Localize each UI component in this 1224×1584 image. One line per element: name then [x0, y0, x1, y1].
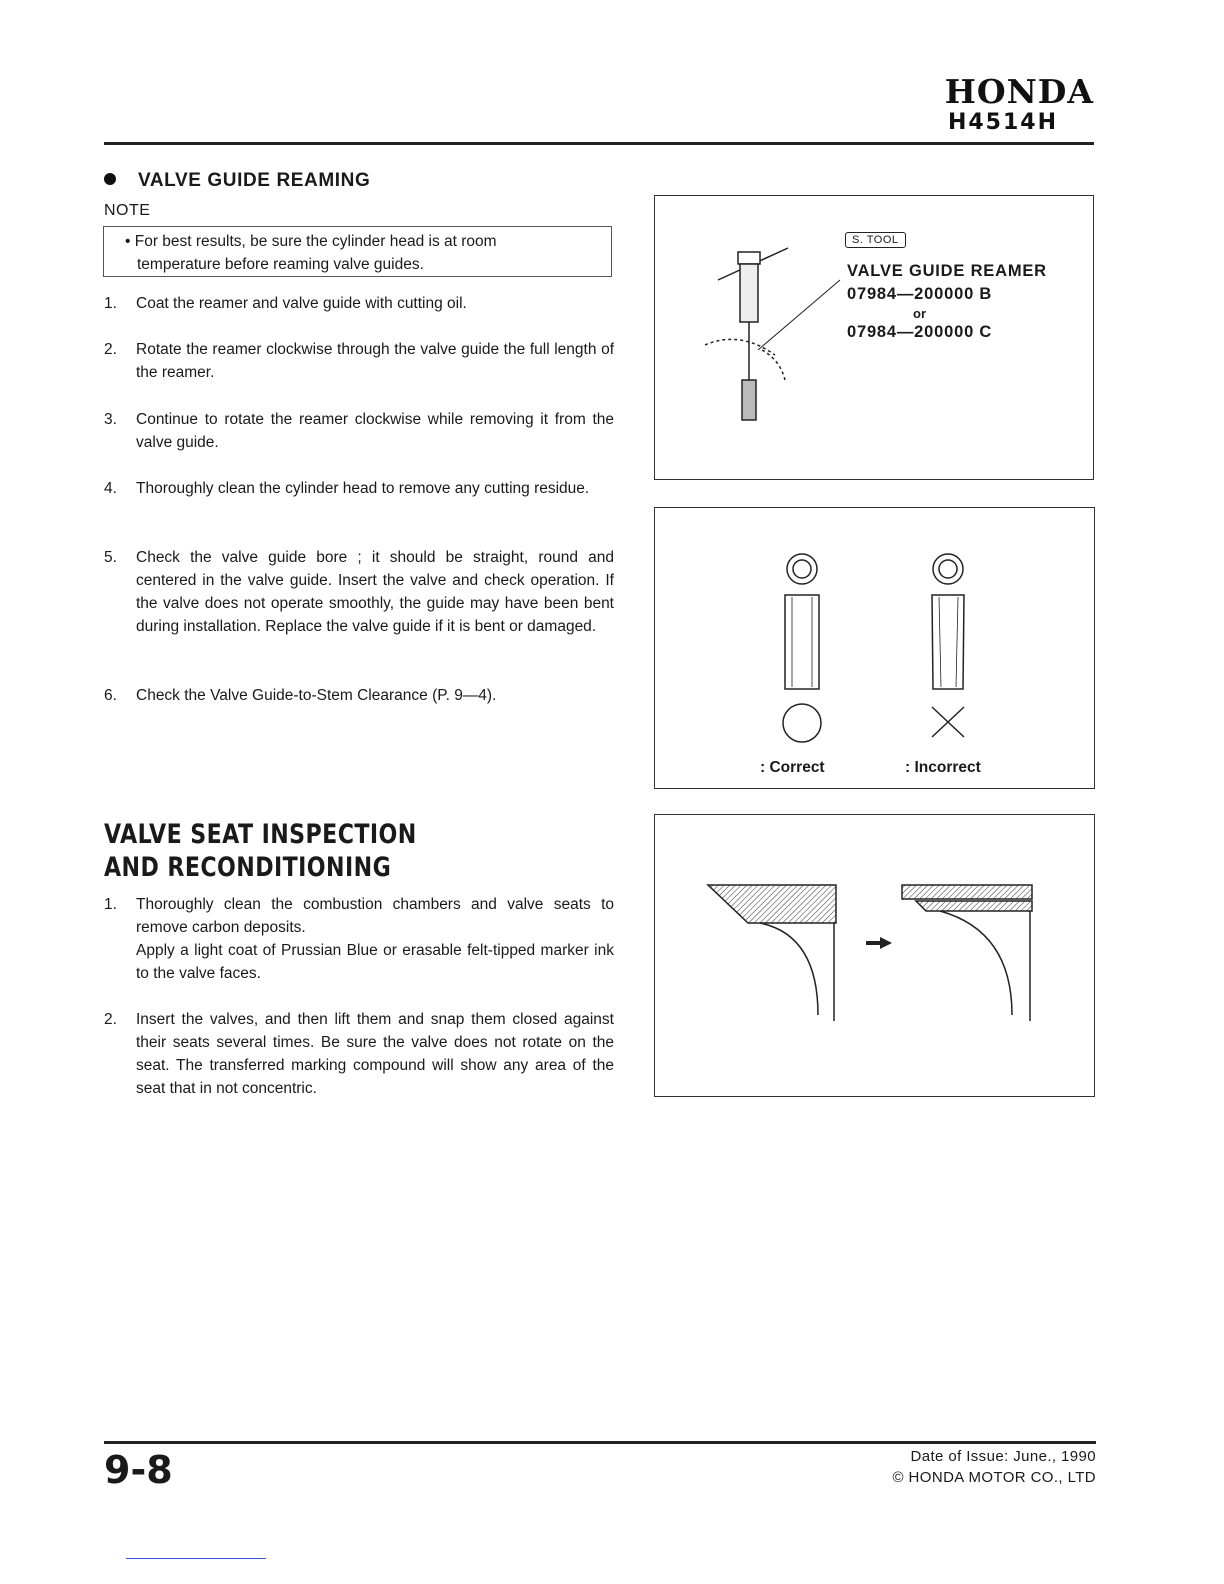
reaming-step-4: 4. Thoroughly clean the cylinder head to remove any cutting residue. [104, 480, 590, 497]
reaming-step-6: 6. Check the Valve Guide-to-Stem Clearance (P. 9—4). [104, 687, 497, 704]
valve-stem-before [760, 923, 818, 1015]
reamer-body [740, 264, 758, 322]
header-rule [104, 142, 1094, 145]
valve-face-before [708, 885, 836, 923]
section-title-valve-guide-reaming: VALVE GUIDE REAMING [104, 170, 370, 192]
special-tool-badge: S. TOOL [845, 232, 906, 248]
guide-top-correct [787, 554, 817, 584]
reaming-step-5: 5. Check the valve guide bore ; it should be straight, round and centered in the valve guide. Insert the valve and check operation. If the valve does not operate smoothly, the guide may have been bent during installation. Replace the valve guide if it is bent or damaged. [104, 549, 614, 635]
guide-top-incorrect [933, 554, 963, 584]
seat-step-2: 2. Insert the valves, and then lift them and snap them closed against their seats several times. Be sure the valve does not rotate on the seat. The transferred marking compound will show any area of the seat that in not concentric. [104, 1011, 614, 1097]
note-line-2: temperature before reaming valve guides. [137, 256, 424, 273]
reamer-cutter [742, 380, 756, 420]
reamer-illustration [700, 230, 850, 440]
bullet-icon [104, 173, 116, 185]
section-title-valve-seat: VALVE SEAT INSPECTION AND RECONDITIONING [104, 819, 417, 883]
valve-face-after [902, 885, 1032, 899]
issue-date: Date of Issue: June., 1990 [910, 1448, 1096, 1465]
note-text [125, 230, 599, 276]
issue-info [780, 1446, 1096, 1488]
guide-comparison-illustration [760, 545, 1000, 755]
brand-logo: HONDA [944, 72, 1094, 111]
reaming-step-1: 1. Coat the reamer and valve guide with cutting oil. [104, 295, 467, 312]
guide-incorrect [932, 595, 964, 689]
note-line-1: • For best results, be sure the cylinder head is at room [125, 233, 497, 250]
tool-part-number-2: 07984—200000 C [847, 323, 993, 341]
valve-seat-illustration [700, 875, 1050, 1025]
footer-rule [104, 1441, 1096, 1444]
bottom-line [126, 1558, 266, 1559]
tool-or: or [913, 306, 926, 321]
page-number: 9-8 [104, 1448, 173, 1492]
copyright: © HONDA MOTOR CO., LTD [892, 1469, 1096, 1486]
correct-label: : Correct [760, 759, 825, 776]
leader-line [758, 280, 840, 350]
valve-stem-after [940, 911, 1012, 1015]
incorrect-label: : Incorrect [905, 759, 981, 776]
reaming-step-3: 3. Continue to rotate the reamer clockwise while removing it from the valve guide. [104, 411, 614, 451]
note-label: NOTE [104, 202, 151, 219]
guide-correct [785, 595, 819, 689]
cylinder-head-outline [705, 339, 775, 355]
correct-mark-icon [783, 704, 821, 742]
model-code: H4514H [947, 110, 1058, 135]
reamer-chuck [738, 252, 760, 264]
seat-step-1: 1. Thoroughly clean the combustion chambers and valve seats to remove carbon deposits. Apply a light coat of Prussian Blue or erasable felt-tipped marker ink to the valve faces. [104, 896, 614, 982]
tool-part-number-1: 07984—200000 B [847, 285, 993, 303]
tool-name: VALVE GUIDE REAMER [847, 262, 1047, 280]
reaming-step-2: 2. Rotate the reamer clockwise through the valve guide the full length of the reamer. [104, 341, 614, 381]
